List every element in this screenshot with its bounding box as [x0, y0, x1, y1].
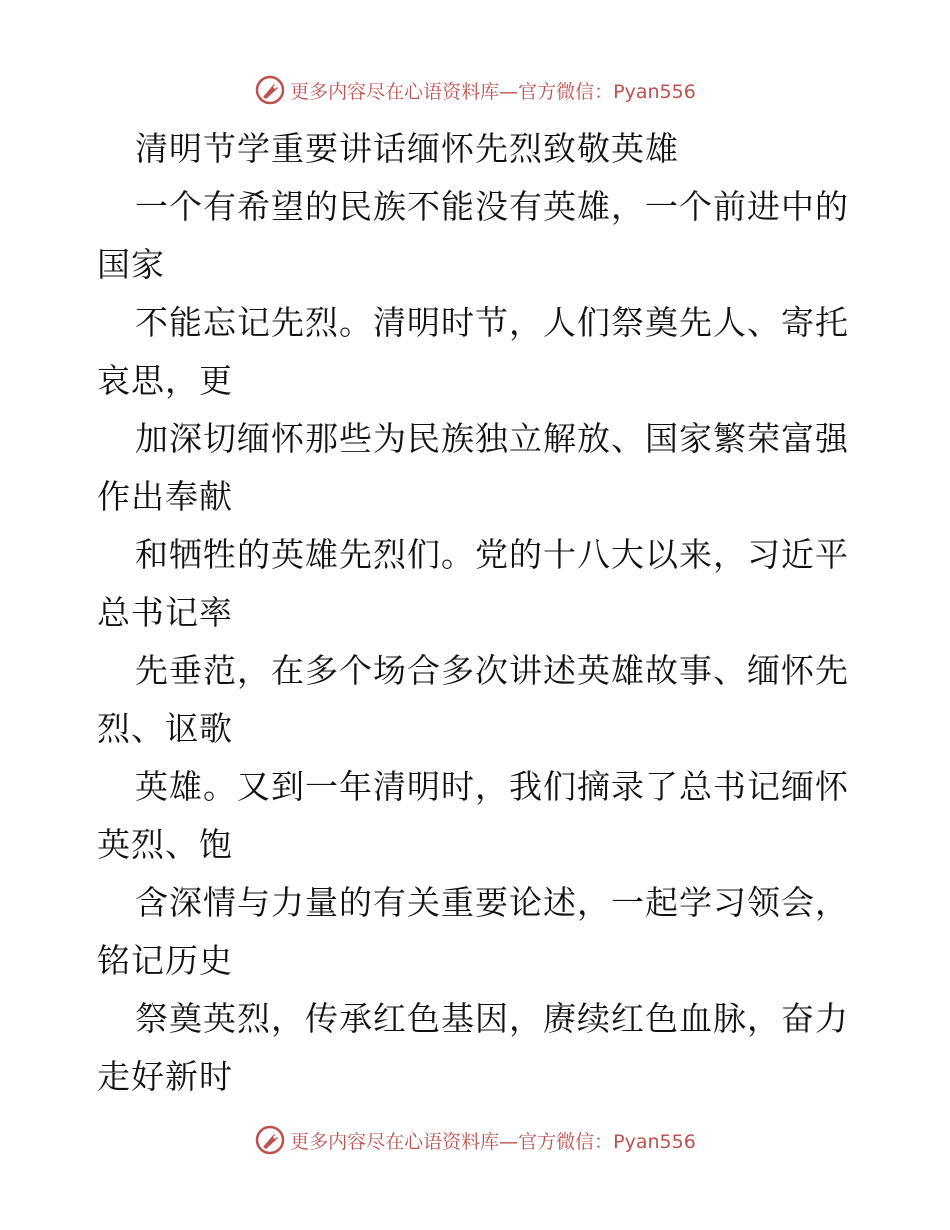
pen-nib-logo-icon	[254, 1124, 286, 1156]
doc-line: 先垂范，在多个场合多次讲述英雄故事、缅怀先	[135, 651, 849, 690]
document-body	[97, 120, 857, 1106]
doc-line: 作出奉献	[97, 477, 233, 516]
banner-text: 更多内容尽在心语资料库—官方微信：Pyan556	[290, 1130, 696, 1153]
doc-line: 一个有希望的民族不能没有英雄，一个前进中的	[135, 187, 849, 226]
header-banner	[0, 70, 950, 110]
doc-line: 加深切缅怀那些为民族独立解放、国家繁荣富强	[135, 419, 849, 458]
doc-line: 烈、讴歌	[97, 709, 233, 748]
doc-line: 国家	[97, 245, 165, 284]
doc-line: 祭奠英烈，传承红色基因，赓续红色血脉，奋力	[135, 999, 849, 1038]
doc-line: 英烈、饱	[97, 825, 233, 864]
doc-line: 含深情与力量的有关重要论述，一起学习领会，	[135, 883, 849, 922]
doc-line: 不能忘记先烈。清明时节，人们祭奠先人、寄托	[135, 303, 849, 342]
doc-line: 和牺牲的英雄先烈们。党的十八大以来，习近平	[135, 535, 849, 574]
doc-line: 走好新时	[97, 1057, 233, 1096]
footer-banner	[0, 1120, 950, 1160]
banner-text: 更多内容尽在心语资料库—官方微信：Pyan556	[290, 80, 696, 103]
doc-title: 清明节学重要讲话缅怀先烈致敬英雄	[135, 129, 679, 168]
pen-nib-logo-icon	[254, 74, 286, 106]
doc-line: 哀思，更	[97, 361, 233, 400]
doc-line: 总书记率	[97, 593, 233, 632]
doc-line: 英雄。又到一年清明时，我们摘录了总书记缅怀	[135, 767, 849, 806]
doc-line: 铭记历史	[97, 941, 233, 980]
